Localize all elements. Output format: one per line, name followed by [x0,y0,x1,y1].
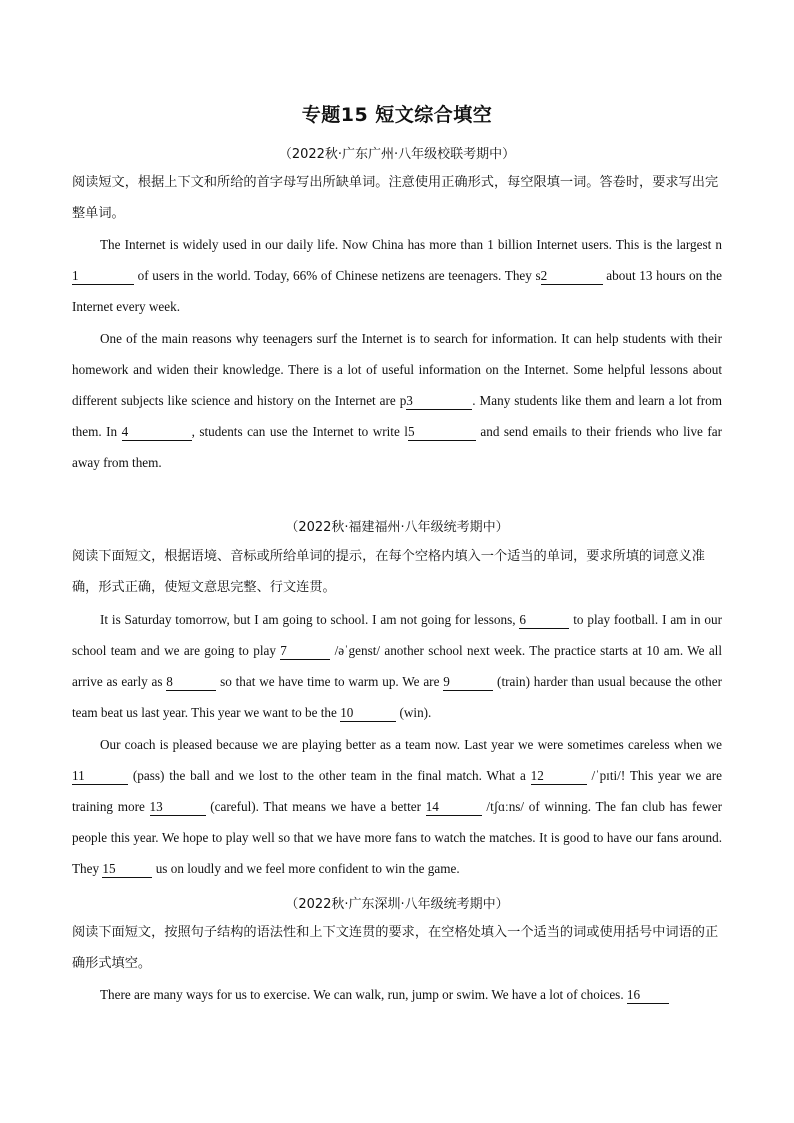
answer-blank[interactable]: 6 [519,612,569,629]
answer-blank[interactable]: 10 [340,705,396,722]
passage-text: (win). [396,705,432,720]
section-instruction: 阅读下面短文，按照句子结构的语法性和上下文连贯的要求，在空格处填入一个适当的词或使用括号中词语的正确形式填空。 [72,925,719,971]
passage-text: (pass) the ball and we lost to the other team in the final match. What a [128,768,531,783]
answer-blank[interactable]: 13 [150,799,206,816]
passage-paragraph [72,729,722,884]
section-source: （2022秋·福建福州·八年级统考期中） [285,520,509,535]
passage-text: /əˈgenst/ another school next week. The practice starts at 10 am. We all arrive as early as [72,643,722,689]
passage-text: /ˈpɪti/! This year we are training more [72,768,723,814]
answer-blank[interactable]: 15 [102,861,152,878]
section-source: （2022秋·广东深圳·八年级统考期中） [285,897,509,912]
answer-blank[interactable]: 7 [280,643,330,660]
passage-text: of users in the world. Today, 66% of Chinese netizens are teenagers. They s [134,268,541,283]
passage-paragraph [72,229,722,322]
passage-text: so that we have time to warm up. We are [216,674,444,689]
passage-paragraph [72,323,722,478]
answer-blank[interactable]: 14 [426,799,482,816]
answer-blank[interactable]: 4 [122,424,192,441]
passage-paragraph [72,979,722,1010]
passage-text: There are many ways for us to exercise. We can walk, run, jump or swim. We have a lot of choices. [100,987,627,1002]
passage-text: It is Saturday tomorrow, but I am going to school. I am not going for lessons, [100,612,520,627]
answer-blank[interactable]: 11 [72,768,128,785]
section-instruction: 阅读短文，根据上下文和所给的首字母写出所缺单词。注意使用正确形式，每空限填一词。答卷时，要求写出完整单词。 [72,175,719,221]
passage-text: Our coach is pleased because we are playing better as a team now. Last year we were sometimes careless when we [100,737,722,752]
passage-text: (careful). That means we have a better [205,799,426,814]
passage-text: to play football. I am in our school team and we are going to play [72,612,722,658]
passage-text: us on loudly and we feel more confident to win the game. [152,861,460,876]
passage-text: . Many students like them and learn a lot from them. In [72,393,722,439]
answer-blank[interactable]: 9 [443,674,493,691]
passage-text: (train) harder than usual because the other team beat us last year. This year we want to be the [72,674,722,720]
answer-blank[interactable]: 16 [627,987,669,1004]
answer-blank[interactable]: 1 [72,268,134,285]
answer-blank[interactable]: 12 [531,768,587,785]
section-source: （2022秋·广东广州·八年级校联考期中） [278,147,516,162]
passage-text: about 13 hours on the Internet every week. [72,268,723,314]
passage-text: /tʃɑːns/ of winning. The fan club has fewer people this year. We hope to play well so that we have more fans to watch the matches. It is good to have our fans around. They [72,799,722,876]
passage-text: The Internet is widely used in our daily life. Now China has more than 1 billion Internet users. This is the largest n [100,237,722,252]
section-instruction: 阅读下面短文，根据语境、音标或所给单词的提示，在每个空格内填入一个适当的单词，要求所填的词意义准确，形式正确，使短文意思完整、行文连贯。 [72,549,705,595]
passage-text: One of the main reasons why teenagers surf the Internet is to search for information. It can help students with their homework and widen their knowledge. There is a lot of useful information on the Internet. Some helpful lessons about different subjects like science and history on the Internet are p [72,331,722,408]
answer-blank[interactable]: 2 [541,268,603,285]
page-title: 专题15 短文综合填空 [301,104,493,126]
answer-blank[interactable]: 3 [406,393,472,410]
answer-blank[interactable]: 8 [166,674,216,691]
passage-paragraph [72,604,722,728]
passage-text: , students can use the Internet to write l [191,424,408,439]
answer-blank[interactable]: 5 [408,424,476,441]
passage-text: and send emails to their friends who live far away from them. [72,424,722,470]
